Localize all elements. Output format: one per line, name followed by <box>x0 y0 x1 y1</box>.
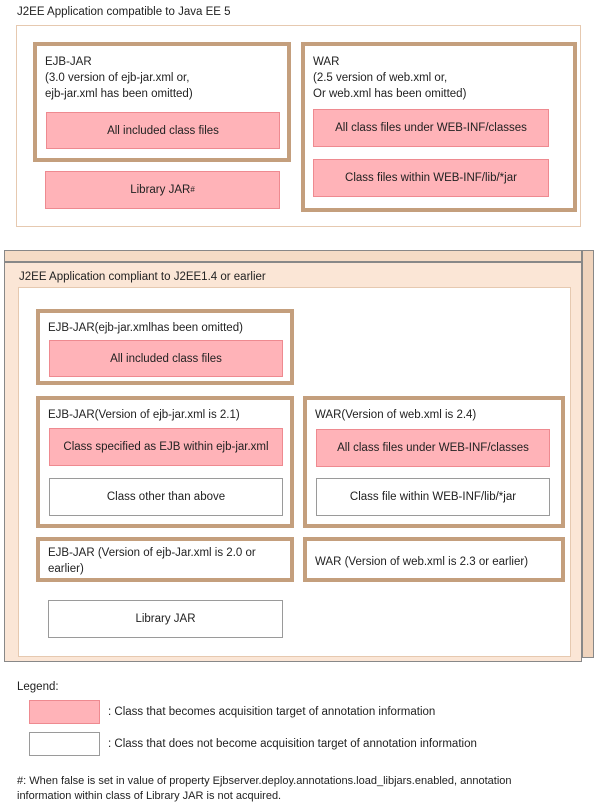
s2-inner-frame <box>18 287 571 657</box>
s1-ejb-jar-line3: ejb-jar.xml has been omitted) <box>45 88 193 100</box>
s2-ejb-jar-20-title: EJB-JAR (Version of ejb-Jar.xml is 2.0 or earlier) <box>48 547 256 575</box>
s2-ejb-jar-20-container <box>36 537 294 582</box>
legend-white-label: : Class that does not become acquisition target of annotation information <box>108 738 477 750</box>
s2-war-24-classes-box: All class files under WEB-INF/classes <box>316 429 550 467</box>
s2-war-24-container <box>303 396 565 528</box>
s1-war-line2: (2.5 version of web.xml or, <box>313 72 448 84</box>
s2-ejb-jar-21-ejb-class-box: Class specified as EJB within ejb-jar.xml <box>49 428 283 466</box>
s2-box-top-face <box>4 250 582 262</box>
legend-pink-label: : Class that becomes acquisition target of annotation information <box>108 706 436 718</box>
s2-box-right-face <box>582 250 594 658</box>
s2-library-jar-box: Library JAR <box>48 600 283 638</box>
s2-war-23-container <box>303 537 565 582</box>
section2-title: J2EE Application compliant to J2EE1.4 or earlier <box>19 271 266 283</box>
s2-war-23-title: WAR (Version of web.xml is 2.3 or earlier) <box>315 556 529 568</box>
s1-ejb-jar-title: EJB-JAR <box>45 56 92 68</box>
s1-ejb-jar-line2: (3.0 version of ejb-jar.xml or, <box>45 72 190 84</box>
s2-outer-frame <box>4 262 582 662</box>
s1-library-jar-box: Library JAR # <box>45 171 280 209</box>
footnote-line1: #: When false is set in value of property Ejbserver.deploy.annotations.load_libjars.enabled, annotation <box>17 775 512 787</box>
s1-war-lib-box: Class files within WEB-INF/lib/*jar <box>313 159 549 197</box>
section1-title: J2EE Application compatible to Java EE 5 <box>17 6 231 18</box>
s2-ejb-jar-omitted-title: EJB-JAR(ejb-jar.xmlhas been omitted) <box>48 322 243 334</box>
legend-title: Legend: <box>17 681 59 693</box>
legend-white-swatch <box>29 732 100 756</box>
legend-pink-swatch <box>29 700 100 724</box>
s2-ejb-jar-21-container <box>36 396 294 528</box>
footnote-line2: information within class of Library JAR is not acquired. <box>17 790 282 802</box>
s2-war-24-lib-box: Class file within WEB-INF/lib/*jar <box>316 478 550 516</box>
s2-ejb-jar-21-other-class-box: Class other than above <box>49 478 283 516</box>
s2-ejb-jar-omitted-class-box: All included class files <box>49 340 283 377</box>
s1-war-line3: Or web.xml has been omitted) <box>313 88 467 100</box>
s1-ejb-jar-container <box>33 42 291 162</box>
section1-frame <box>16 25 581 227</box>
s2-ejb-jar-omitted-container <box>36 309 294 385</box>
s2-ejb-jar-21-title: EJB-JAR(Version of ejb-jar.xml is 2.1) <box>48 409 240 421</box>
s1-war-title: WAR <box>313 56 340 68</box>
s1-ejb-jar-class-box: All included class files <box>46 112 280 149</box>
s2-war-24-title: WAR(Version of web.xml is 2.4) <box>315 409 477 421</box>
s1-library-jar-label: Library JAR <box>130 184 191 196</box>
s1-war-container <box>301 42 577 212</box>
s1-war-classes-box: All class files under WEB-INF/classes <box>313 109 549 147</box>
